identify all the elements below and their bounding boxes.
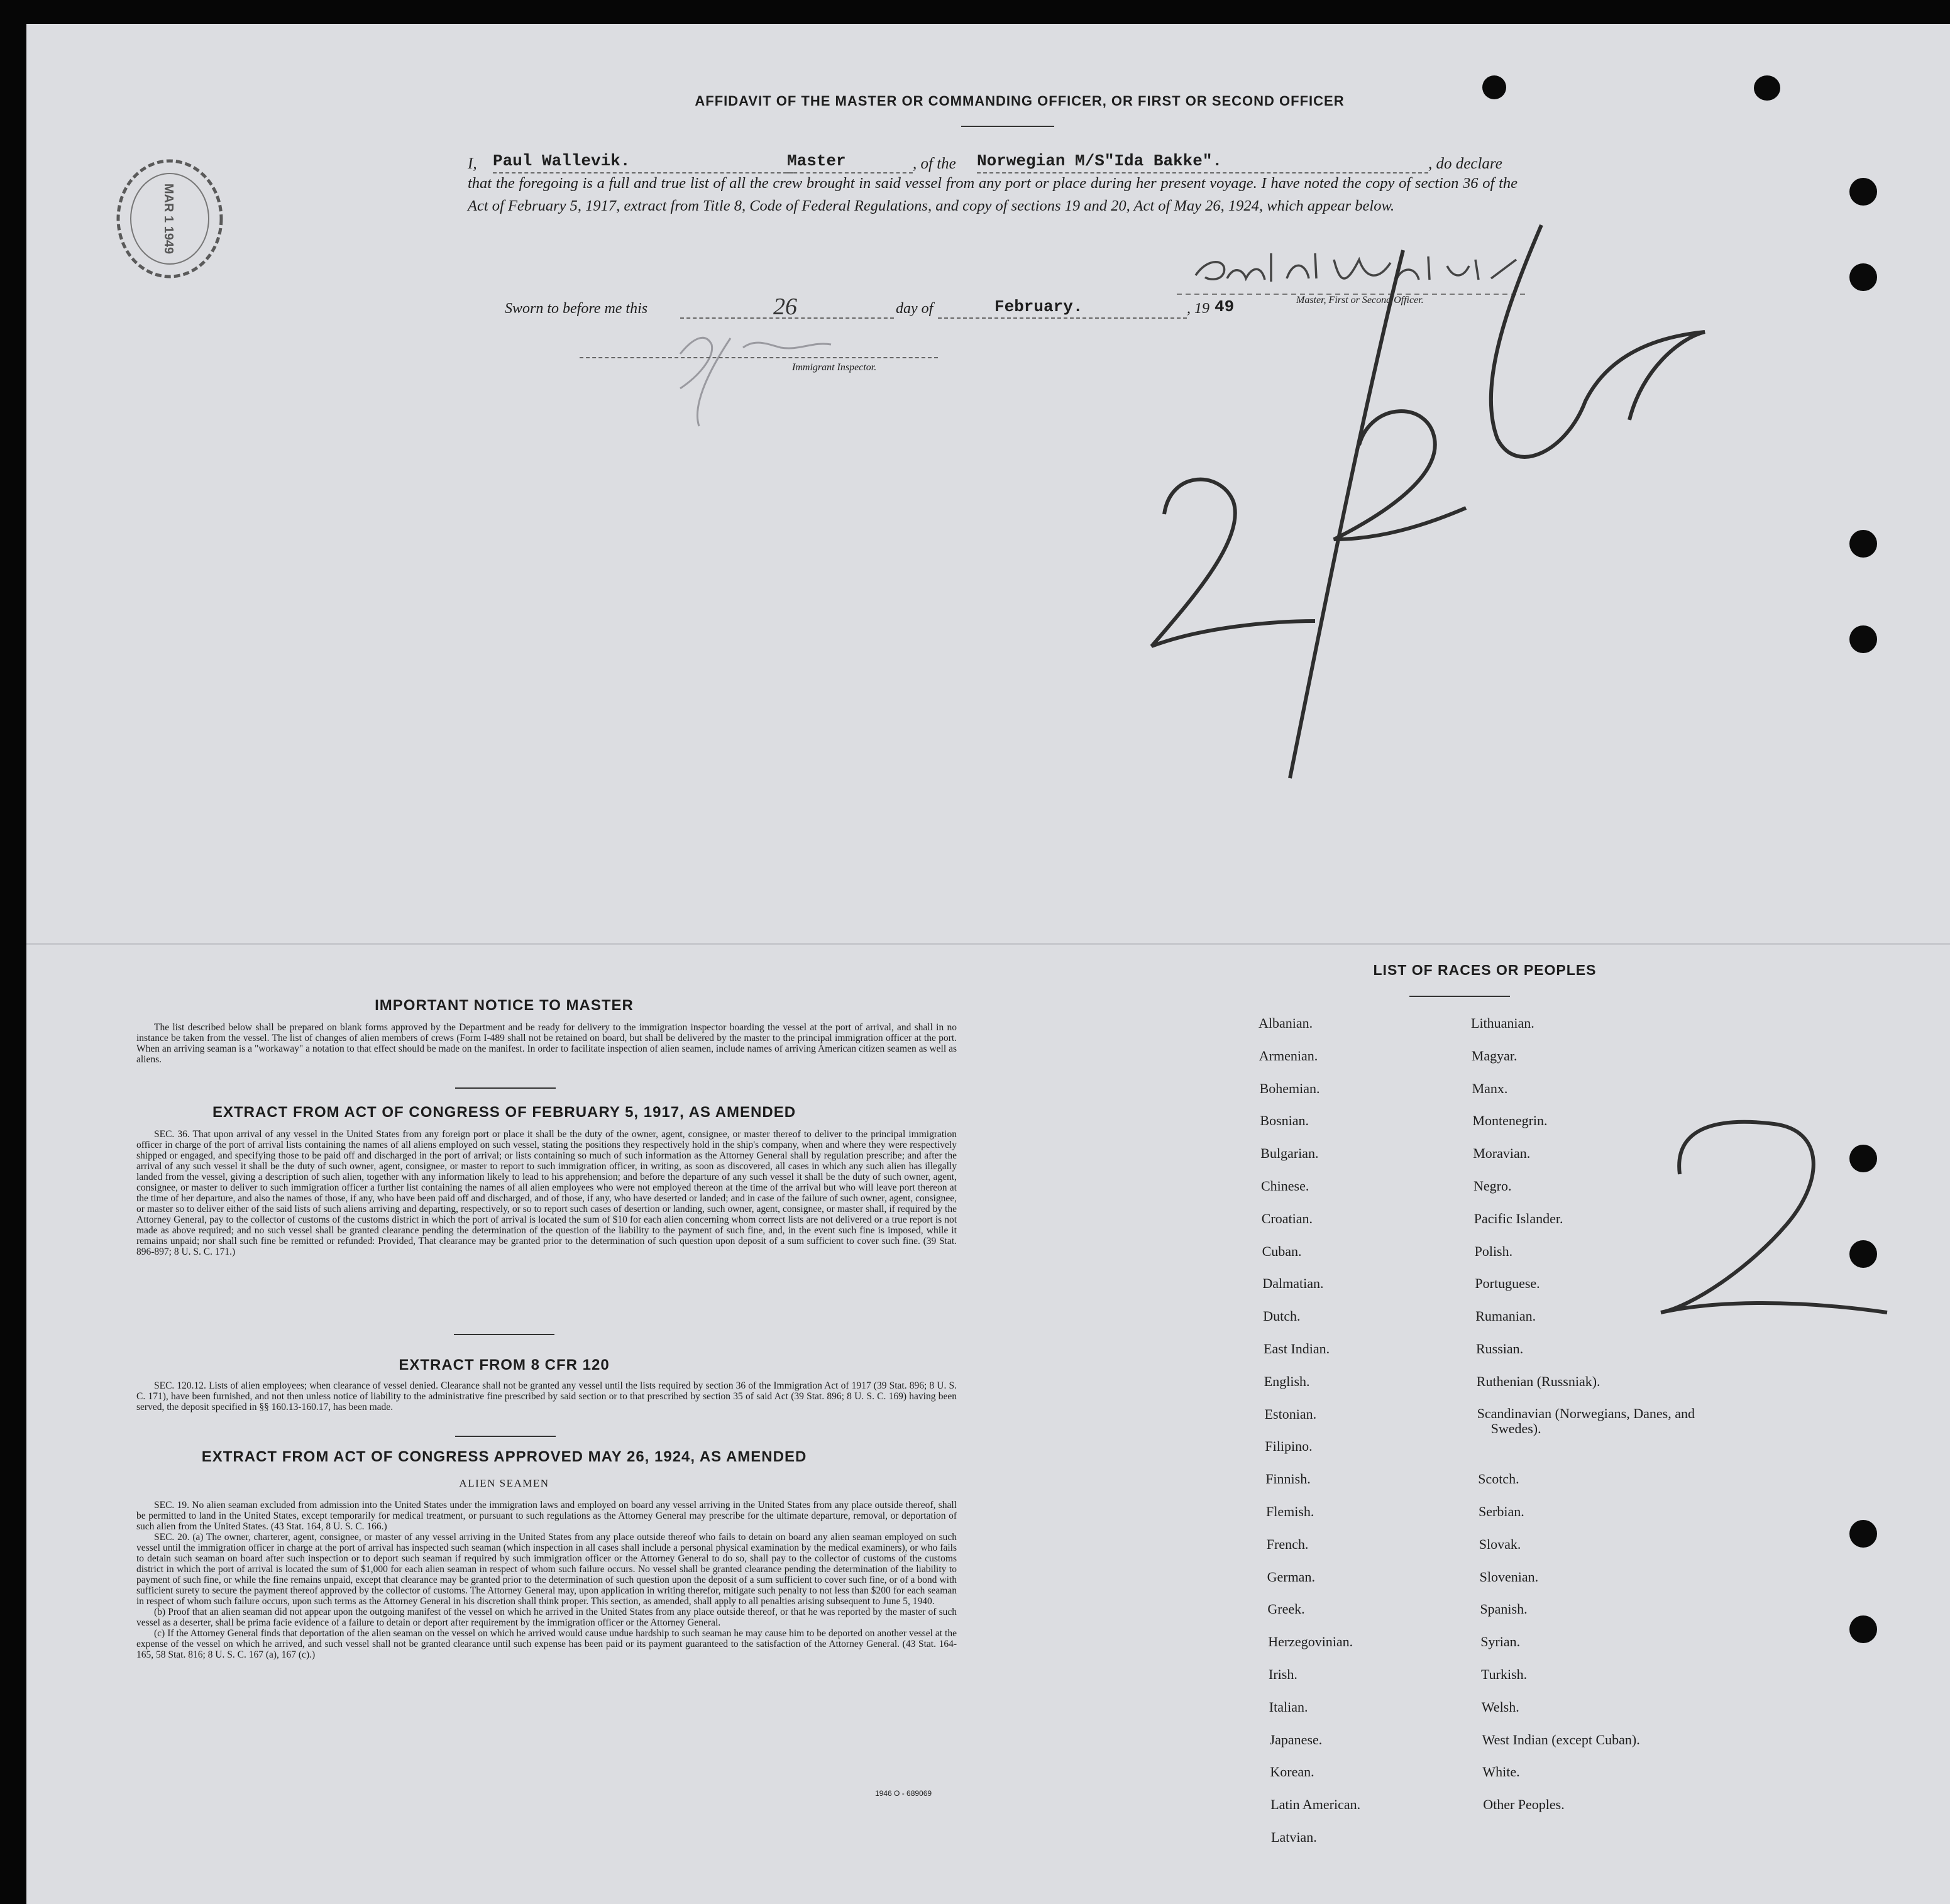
extract3-subtitle: ALIEN SEAMEN [459,1477,549,1489]
race-item: Italian. [1269,1698,1308,1715]
race-item: Slovenian. [1479,1568,1539,1585]
master-name: Paul Wallevik. [493,151,631,170]
punch-hole [1754,75,1780,101]
race-item: White. [1482,1764,1520,1780]
race-item: Cuban. [1262,1243,1302,1259]
race-item: German. [1267,1568,1315,1585]
extract1-title: EXTRACT FROM ACT OF CONGRESS OF FEBRUARY 5, 1917, AS AMENDED [212,1104,796,1121]
vessel-name: Norwegian M/S"Ida Bakke". [977,151,1223,170]
fold-line [26,943,1950,945]
sec20a-text: SEC. 20. (a) The owner, charterer, agent, consignee, or master of any vessel arriving in the United States from any place outside thereof who fails to detain on board any alien seaman employed on such vessel until the immigration officer in charge at the port of arrival has inspected such seaman (which inspection in all cases shall include a personal physical examination by the medical examiners), or who fails to detain such seaman on board after such inspection or to deport such seaman if required by such immigration officer or the Attorney General to do so, shall pay to the collector of customs of the customs district in which the port of arrival is located the sum of $1,000 for each alien seaman in respect of whom such failure occurs. No vessel shall be granted clearance pending the determination of the liability to payment of such fine, or while the fine remains unpaid, except that clearance may be granted prior to the determination of such question upon the deposit of a sum sufficient to cover such fine, or of a bond with sufficient surety to secure the payment thereof approved by the collector of customs. The Attorney General may, upon application in writing therefor, mitigate such penalty to not less than $200 for each seaman in respect of whom such failure occurs, upon such terms as the Attorney General in his discretion shall think proper. This section, as amended, shall apply to all penalties arising subsequent to June 5, 1940. [136,1532,957,1607]
handwritten-date [1126,212,1755,797]
signature-caption: Master, First or Second Officer. [1296,295,1424,305]
race-item: Herzegovinian. [1268,1634,1353,1650]
race-item: Chinese. [1261,1178,1309,1194]
year-prefix: , 19 [1187,300,1209,317]
inspector-caption: Immigrant Inspector. [792,362,877,373]
sworn-label: Sworn to before me this [505,300,648,317]
of-the-label: , of the [913,155,956,172]
race-item: Pacific Islander. [1474,1210,1563,1226]
race-item: Finnish. [1265,1471,1311,1487]
race-item: Filipino. [1265,1438,1313,1455]
sworn-year: 49 [1215,297,1235,316]
race-item: Welsh. [1481,1698,1519,1715]
extract2-rule [455,1436,556,1437]
race-item: Bohemian. [1259,1080,1320,1096]
race-item: Albanian. [1259,1015,1313,1031]
race-item: Syrian. [1480,1634,1521,1650]
race-item: Latvian. [1271,1829,1317,1845]
race-item: Rumanian. [1475,1308,1536,1324]
punch-hole [1849,178,1877,206]
race-item: Armenian. [1259,1047,1318,1064]
sworn-month: February. [994,297,1083,316]
race-item: East Indian. [1264,1341,1330,1356]
affidavit-body: that the foregoing is a full and true list of all the crew brought in said vessel from any port or place during her present voyage. I have noted the copy of section 36 of the Act of February 5, 1917, extract from Title 8, Code of Federal Regulations, and copy of sections 19 and 20, Act of May 26, 1924, which appear below. [468,175,1518,214]
sec20c-text: (c) If the Attorney General finds that deportation of the alien seaman on the vessel on which he arrived would cause undue hardship to such seaman he may cause him to be deported on another vessel at the expense of the vessel on which he arrived, and such vessel shall not be granted clearance until such expense has been paid or its payment guaranteed to the satisfaction of the Attorney General. (43 Stat. 164-165, 58 Stat. 816; 8 U. S. C. 167 (a), 167 (c).) [136,1628,957,1660]
race-item: Negro. [1474,1178,1512,1194]
race-item: Portuguese. [1475,1275,1540,1292]
race-item: Magyar. [1471,1047,1518,1064]
race-item: Lithuanian. [1471,1015,1534,1031]
extract2-title: EXTRACT FROM 8 CFR 120 [399,1356,610,1373]
sworn-day: 26 [773,294,797,320]
punch-hole [1849,625,1877,653]
notice-body: The list described below shall be prepared on blank forms approved by the Department and be ready for delivery to the immigration inspector boarding the vessel at the port of arrival, and shall in no instance be taken from the vessel. The list of changes of alien members of crews (Form I-489 shall not be retained on board, but shall be delivered by the master to the principal immigration officer at the port. When an arriving seaman is a "workaway" a notation to that effect should be made on the manifest. In order to facilitate inspection of alien seamen, include names of arriving American citizen seamen as well as aliens. [136,1022,957,1065]
title-rule [961,126,1054,127]
races-rule [1409,996,1510,997]
race-item: Greek. [1267,1601,1305,1617]
affidavit-title: AFFIDAVIT OF THE MASTER OR COMMANDING OFFICER, OR FIRST OR SECOND OFFICER [695,93,1345,109]
race-item: West Indian (except Cuban). [1482,1731,1640,1747]
races-title: LIST OF RACES OR PEOPLES [1373,962,1597,978]
race-item: Dalmatian. [1262,1275,1324,1292]
sec19-text: SEC. 19. No alien seaman excluded from admission into the United States under the immigration laws and employed on board any vessel arriving in the United States from any place outside thereof, shall be permitted to land in the United States, except temporarily for medical treatment, or pursuant to such regulations as the Attorney General may prescribe for the ultimate departure, removal, or deportation of such alien from the United States. (43 Stat. 164, 8 U. S. C. 166.) [136,1500,957,1532]
punch-hole [1849,1520,1877,1548]
declare-label: , do declare [1428,155,1502,172]
handwritten-number [1623,1099,1900,1363]
document-page [26,24,1950,1904]
race-item: Serbian. [1479,1504,1524,1519]
punch-hole [1849,263,1877,291]
race-item: Japanese. [1269,1731,1323,1747]
race-item: French. [1266,1536,1309,1552]
inspector-signature [655,319,856,439]
race-item: Montenegrin. [1472,1113,1548,1129]
race-item: Irish. [1269,1666,1297,1682]
race-item: Ruthenian (Russniak). [1476,1373,1600,1389]
race-item: Slovak. [1479,1536,1521,1552]
race-item: Spanish. [1480,1601,1528,1617]
notice-title: IMPORTANT NOTICE TO MASTER [375,997,634,1014]
punch-hole [1849,530,1877,558]
race-item: Bosnian. [1260,1113,1309,1129]
stamp-text: MAR 1 1949 [162,183,175,255]
race-item: Moravian. [1473,1145,1531,1162]
extract2-body: SEC. 120.12. Lists of alien employees; when clearance of vessel denied. Clearance shall not be granted any vessel until the lists required by section 36 of the Immigration Act of 1917 (39 Stat. 896; 8 U. S. C. 171), have been furnished, and not then unless notice of liability to the administrative fine prescribed by said section or to that prescribed by section 35 of said Act (39 Stat. 896; 8 U. S. C. 169) having been served, the deposit specified in §§ 160.13-160.17, has been made. [136,1380,957,1412]
race-item: Latin American. [1270,1797,1361,1813]
race-item: Other Peoples. [1483,1797,1565,1813]
day-line [680,317,894,319]
punch-hole [1849,1615,1877,1643]
race-item: Manx. [1472,1080,1508,1096]
race-item: Bulgarian. [1260,1145,1319,1162]
declaration-prefix: I, [468,155,477,172]
race-item: Scotch. [1478,1471,1519,1487]
race-item: Estonian. [1264,1406,1317,1422]
day-of-label: day of [896,300,934,317]
race-item: Flemish. [1266,1504,1314,1519]
extract1-body: SEC. 36. That upon arrival of any vessel in the United States from any foreign port or place it shall be the duty of the owner, agent, consignee, or master thereof to deliver to the principal immigration officer in charge of the port of arrival lists containing the names of all aliens employed on such vessel, stating the positions they respectively hold in the ship's company, when and where they were respectively shipped or engaged, and specifying those to be paid off and discharged in the port of arrival; or lists containing so much of such information as the Attorney General shall by regulation prescribe; and after the arrival of any such vessel it shall be the duty of such owner, agent, consignee, or master to report to such immigration officer, in writing, as soon as discovered, all cases in which any such alien has illegally landed from the vessel, giving a description of such alien, together with any information likely to lead to his apprehension; and before the departure of any such vessel it shall be the duty of such owner, agent, consignee, or master to deliver to such immigration officer a further list containing the names of all alien employees who were not employed thereon at the time of the arrival but who will leave port thereon at the time of her departure, and also the names of those, if any, who have been paid off and discharged, and of those, if any, who have deserted or landed; and in case of the failure of such owner, agent, consignee, or master so to deliver either of the said lists of such aliens arriving and departing, respectively, or so to report such cases of desertion or landing, such owner, agent, consignee, or master shall, if required by the Attorney General, pay to the collector of customs of the customs district in which the port of arrival is located the sum of $10 for each alien concerning whom correct lists are not delivered or a true report is not made as above required; and no such vessel shall be granted clearance pending the determination of the question of the liability to the payment of such fine, and, in the event such fine is imposed, while it remains unpaid; nor shall such fine be remitted or refunded: Provided, That clearance may be granted prior to the determination of such question upon deposit of a sum sufficient to cover such fine. (39 Stat. 896-897; 8 U. S. C. 171.) [136,1129,957,1257]
inspector-line [580,357,938,358]
race-item: English. [1264,1373,1310,1389]
extract1-rule [454,1334,554,1335]
sec20b-text: (b) Proof that an alien seaman did not appear upon the outgoing manifest of the vessel on which he arrived in the United States from any place outside thereof, or that he was reported by the master of such vessel as a deserter, shall be prima facie evidence of a failure to detain or deport after requirement by the immigration officer or the Attorney General. [136,1607,957,1628]
race-item: Korean. [1270,1764,1314,1780]
date-stamp [113,156,226,282]
race-item: Croatian. [1261,1210,1313,1226]
race-item: Turkish. [1481,1666,1528,1682]
race-item: Dutch. [1263,1308,1301,1324]
extract3-sections [136,1500,957,1660]
print-footer: 1946 O - 689069 [875,1789,932,1798]
extract3-title: EXTRACT FROM ACT OF CONGRESS APPROVED MAY 26, 1924, AS AMENDED [201,1448,807,1465]
race-item: Scandinavian (Norwegians, Danes, and Swedes). [1477,1405,1695,1436]
officer-rank: Master [787,151,846,170]
race-item: Russian. [1476,1341,1524,1356]
notice-rule [455,1087,556,1089]
race-item: Polish. [1474,1243,1513,1259]
